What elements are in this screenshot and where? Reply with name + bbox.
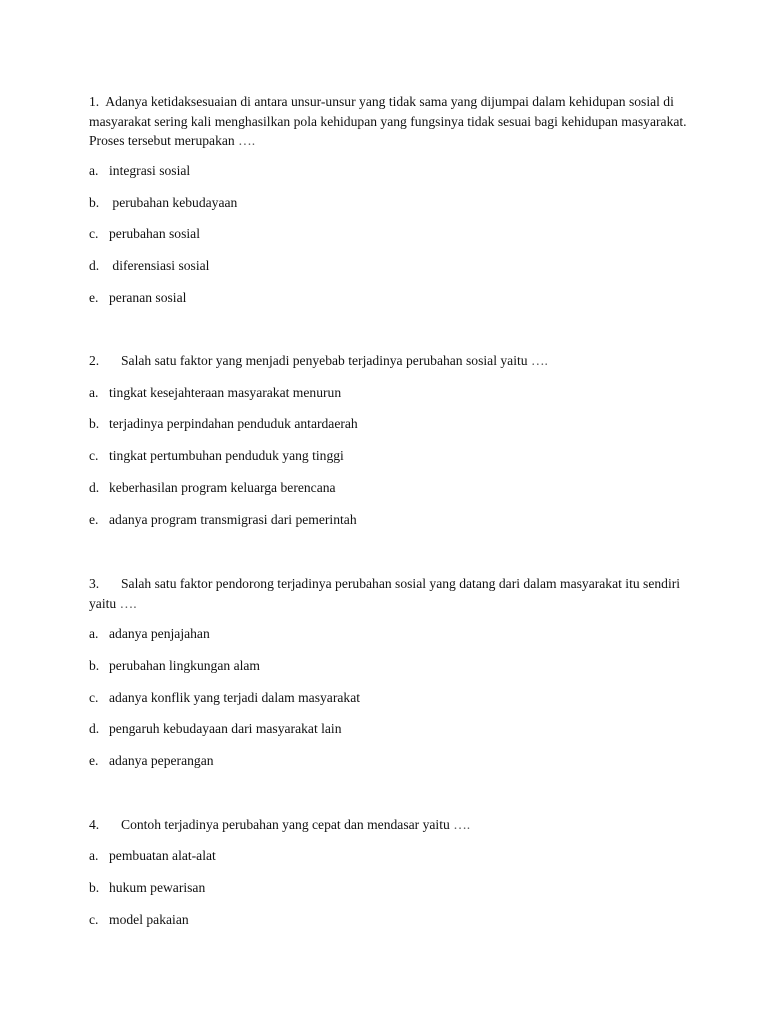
question-4-number: 4. <box>89 817 100 832</box>
option-letter: b. <box>89 658 100 673</box>
option-text: adanya penjajahan <box>109 626 210 641</box>
question-3-text: Salah satu faktor pendorong terjadinya perubahan sosial yang datang dari dalam masyarakat itu sendiri yaitu <box>89 576 681 611</box>
question-1-option-d[interactable] <box>89 256 689 275</box>
question-3-option-b[interactable] <box>89 656 689 675</box>
option-letter: b. <box>89 416 100 431</box>
option-letter: c. <box>89 448 99 463</box>
option-text: keberhasilan program keluarga berencana <box>109 480 336 495</box>
question-1-number: 1. <box>89 94 100 109</box>
option-text: adanya peperangan <box>109 753 214 768</box>
question-1-ellipsis: …. <box>238 133 256 148</box>
option-text: adanya konflik yang terjadi dalam masyarakat <box>109 690 361 705</box>
option-text: integrasi sosial <box>109 163 191 178</box>
option-letter: e. <box>89 290 99 305</box>
option-text: pembuatan alat-alat <box>109 848 216 863</box>
option-letter: a. <box>89 626 99 641</box>
option-text: terjadinya perpindahan penduduk antardaerah <box>109 416 358 431</box>
question-3-option-c[interactable] <box>89 688 689 707</box>
question-4-option-b[interactable] <box>89 878 689 897</box>
option-letter: e. <box>89 512 99 527</box>
question-4-ellipsis: …. <box>453 817 471 832</box>
question-1-option-a[interactable] <box>89 161 689 180</box>
question-3-stem <box>89 574 689 613</box>
question-2-option-e[interactable] <box>89 510 689 529</box>
option-text: hukum pewarisan <box>109 880 206 895</box>
option-letter: e. <box>89 753 99 768</box>
question-2-text: Salah satu faktor yang menjadi penyebab terjadinya perubahan sosial yaitu <box>121 353 528 368</box>
question-1-option-b[interactable] <box>89 193 689 212</box>
option-text: tingkat kesejahteraan masyarakat menurun <box>109 385 342 400</box>
option-letter: b. <box>89 880 100 895</box>
question-2-stem <box>89 351 689 371</box>
option-text: adanya program transmigrasi dari pemerintah <box>109 512 357 527</box>
question-4-stem <box>89 815 689 835</box>
question-3-ellipsis: …. <box>119 595 137 611</box>
question-4-option-a[interactable] <box>89 846 689 865</box>
option-text: diferensiasi sosial <box>109 258 210 273</box>
option-letter: d. <box>89 480 100 495</box>
option-text: perubahan sosial <box>109 226 200 241</box>
question-1-option-c[interactable] <box>89 224 689 243</box>
option-letter: c. <box>89 912 99 927</box>
question-4-text: Contoh terjadinya perubahan yang cepat dan mendasar yaitu <box>121 817 450 832</box>
option-letter: b. <box>89 195 100 210</box>
question-1-option-e[interactable] <box>89 288 689 307</box>
question-3-number: 3. <box>89 576 100 591</box>
question-1-text: Adanya ketidaksesuaian di antara unsur-unsur yang tidak sama yang dijumpai dalam kehidupan sosial di masyarakat sering kali menghasilkan pola kehidupan yang fungsinya tidak sesuai bagi kehidupan masyarakat. Proses tersebut merupakan <box>89 94 687 148</box>
option-text: pengaruh kebudayaan dari masyarakat lain <box>109 721 342 736</box>
question-2-number: 2. <box>89 353 100 368</box>
question-3-option-a[interactable] <box>89 624 689 643</box>
option-letter: c. <box>89 226 99 241</box>
option-letter: d. <box>89 258 100 273</box>
option-letter: d. <box>89 721 100 736</box>
option-text: peranan sosial <box>109 290 187 305</box>
option-text: tingkat pertumbuhan penduduk yang tinggi <box>109 448 344 463</box>
question-2-ellipsis: …. <box>530 353 548 368</box>
question-3-option-d[interactable] <box>89 719 689 738</box>
option-text: perubahan kebudayaan <box>109 195 238 210</box>
option-letter: a. <box>89 385 99 400</box>
option-text: model pakaian <box>109 912 189 927</box>
option-letter: c. <box>89 690 99 705</box>
question-2-option-d[interactable] <box>89 478 689 497</box>
option-text: perubahan lingkungan alam <box>109 658 260 673</box>
option-letter: a. <box>89 848 99 863</box>
question-4-option-c[interactable] <box>89 910 689 929</box>
option-letter: a. <box>89 163 99 178</box>
question-2-option-b[interactable] <box>89 414 689 433</box>
question-2-option-a[interactable] <box>89 383 689 402</box>
question-2-option-c[interactable] <box>89 446 689 465</box>
question-1-stem <box>89 92 689 151</box>
question-3-option-e[interactable] <box>89 751 689 770</box>
